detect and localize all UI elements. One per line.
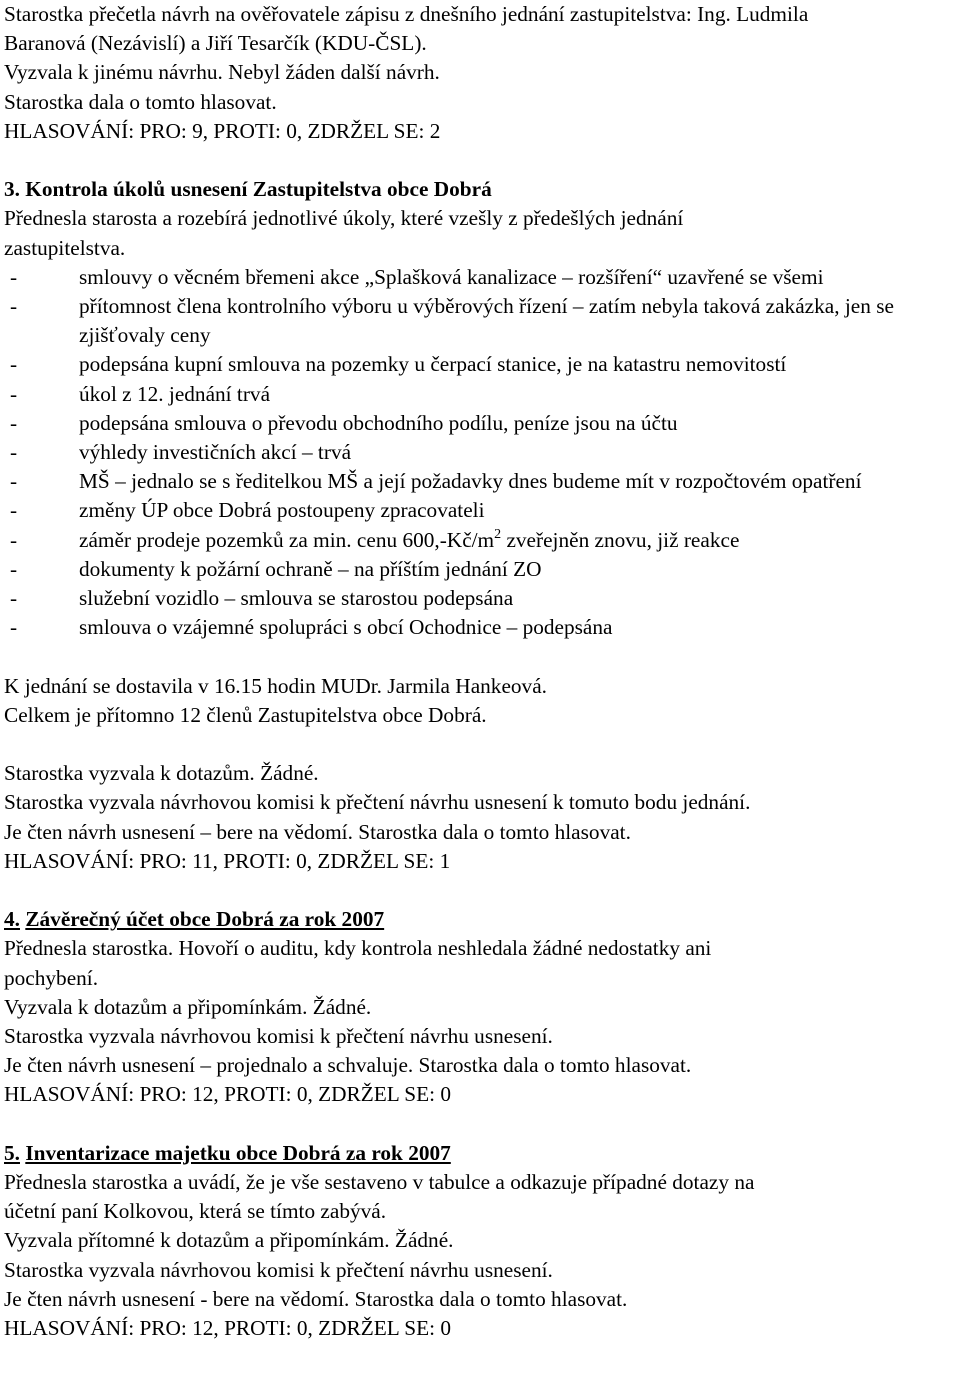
task-item: - úkol z 12. jednání trvá: [4, 380, 960, 409]
section-3: [4, 175, 960, 876]
spacer: [4, 876, 960, 905]
section-title: Inventarizace majetku obce Dobrá za rok 2007: [25, 1140, 451, 1165]
sale-superscript: 2: [494, 526, 502, 542]
section-number: 5.: [4, 1140, 20, 1165]
closing-line: Starostka vyzvala k dotazům. Žádné.: [4, 761, 319, 786]
section-title: Závěrečný účet obce Dobrá za rok 2007: [25, 907, 385, 932]
section-4: [4, 905, 960, 1109]
section-line: Je čten návrh usnesení - bere na vědomí. Starostka dala o tomto hlasovat.: [4, 1286, 628, 1311]
section-heading: [4, 1139, 960, 1168]
attendance-line: Celkem je přítomno 12 členů Zastupitelstva obce Dobrá.: [4, 702, 487, 727]
task-item: - smlouva o vzájemné spolupráci s obcí Ochodnice – podepsána: [4, 613, 960, 642]
section-line: Je čten návrh usnesení – projednalo a schvaluje. Starostka dala o tomto hlasovat.: [4, 1053, 692, 1078]
section-line: Vyzvala k dotazům a připomínkám. Žádné.: [4, 994, 372, 1019]
spacer: [4, 730, 960, 759]
task-item: - přítomnost člena kontrolního výboru u výběrových řízení – zatím nebyla taková zakázka, jen se zjišťovaly ceny: [4, 292, 960, 350]
task-item: - služební vozidlo – smlouva se starostou podepsána: [4, 584, 960, 613]
arrival-line: K jednání se dostavila v 16.15 hodin MUDr. Jarmila Hankeová.: [4, 673, 547, 698]
section-line: Starostka vyzvala návrhovou komisi k přečtení návrhu usnesení.: [4, 1024, 553, 1049]
task-item: - dokumenty k požární ochraně – na příštím jednání ZO: [4, 555, 960, 584]
task-item-sale: [4, 526, 960, 555]
section-line: Vyzvala přítomné k dotazům a připomínkám. Žádné.: [4, 1228, 454, 1253]
section-line: Starostka vyzvala návrhovou komisi k přečtení návrhu usnesení.: [4, 1257, 553, 1282]
task-item: - podepsána smlouva o převodu obchodního podílu, peníze jsou na účtu: [4, 409, 960, 438]
vote-result: HLASOVÁNÍ: PRO: 12, PROTI: 0, ZDRŽEL SE: 0: [4, 1316, 452, 1341]
section-intro-line: Přednesla starosta a rozebírá jednotlivé úkoly, které vzešly z předešlých jednání: [4, 206, 684, 231]
task-list: [4, 263, 960, 643]
intro-line: Vyzvala k jinému návrhu. Nebyl žáden další návrh.: [4, 60, 440, 85]
task-item: - MŠ – jednalo se s ředitelkou MŠ a její požadavky dnes budeme mít v rozpočtovém opatření: [4, 467, 960, 496]
vote-result: HLASOVÁNÍ: PRO: 9, PROTI: 0, ZDRŽEL SE: 2: [4, 118, 441, 143]
task-item: - smlouvy o věcném břemeni akce „Splašková kanalizace – rozšíření“ uzavřené se všemi: [4, 263, 960, 292]
spacer: [4, 146, 960, 175]
task-item: - výhledy investičních akcí – trvá: [4, 438, 960, 467]
intro-line: Starostka přečetla návrh na ověřovatele zápisu z dnešního jednání zastupitelstva: Ing. Ludmila: [4, 2, 809, 26]
section-5: [4, 1139, 960, 1343]
vote-result: HLASOVÁNÍ: PRO: 11, PROTI: 0, ZDRŽEL SE: 1: [4, 848, 451, 873]
section-line: účetní paní Kolkovou, která se tímto zabývá.: [4, 1199, 387, 1224]
section-number: 4.: [4, 907, 20, 932]
closing-line: Je čten návrh usnesení – bere na vědomí. Starostka dala o tomto hlasovat.: [4, 819, 631, 844]
task-item: - změny ÚP obce Dobrá postoupeny zpracovateli: [4, 496, 960, 525]
section-intro-line: zastupitelstva.: [4, 235, 126, 260]
section-line: Přednesla starostka a uvádí, že je vše sestaveno v tabulce a odkazuje případné dotazy na: [4, 1170, 755, 1195]
spacer: [4, 1110, 960, 1139]
spacer: [4, 642, 960, 671]
section-line: pochybení.: [4, 965, 99, 990]
intro-block: [4, 0, 960, 146]
sale-text-after: zveřejněn znovu, již reakce: [501, 527, 740, 552]
closing-line: Starostka vyzvala návrhovou komisi k přečtení návrhu usnesení k tomuto bodu jednání.: [4, 790, 751, 815]
intro-line: Baranová (Nezávislí) a Jiří Tesarčík (KDU-ČSL).: [4, 31, 427, 56]
task-item: - podepsána kupní smlouva na pozemky u čerpací stanice, je na katastru nemovitostí: [4, 350, 960, 379]
section-heading: [4, 905, 960, 934]
vote-result: HLASOVÁNÍ: PRO: 12, PROTI: 0, ZDRŽEL SE: 0: [4, 1082, 452, 1107]
section-heading: 3. Kontrola úkolů usnesení Zastupitelstva obce Dobrá: [4, 177, 492, 202]
intro-line: Starostka dala o tomto hlasovat.: [4, 89, 277, 114]
section-line: Přednesla starostka. Hovoří o auditu, kdy kontrola neshledala žádné nedostatky ani: [4, 936, 712, 961]
sale-text: záměr prodeje pozemků za min. cenu 600,-Kč/m: [79, 527, 495, 552]
